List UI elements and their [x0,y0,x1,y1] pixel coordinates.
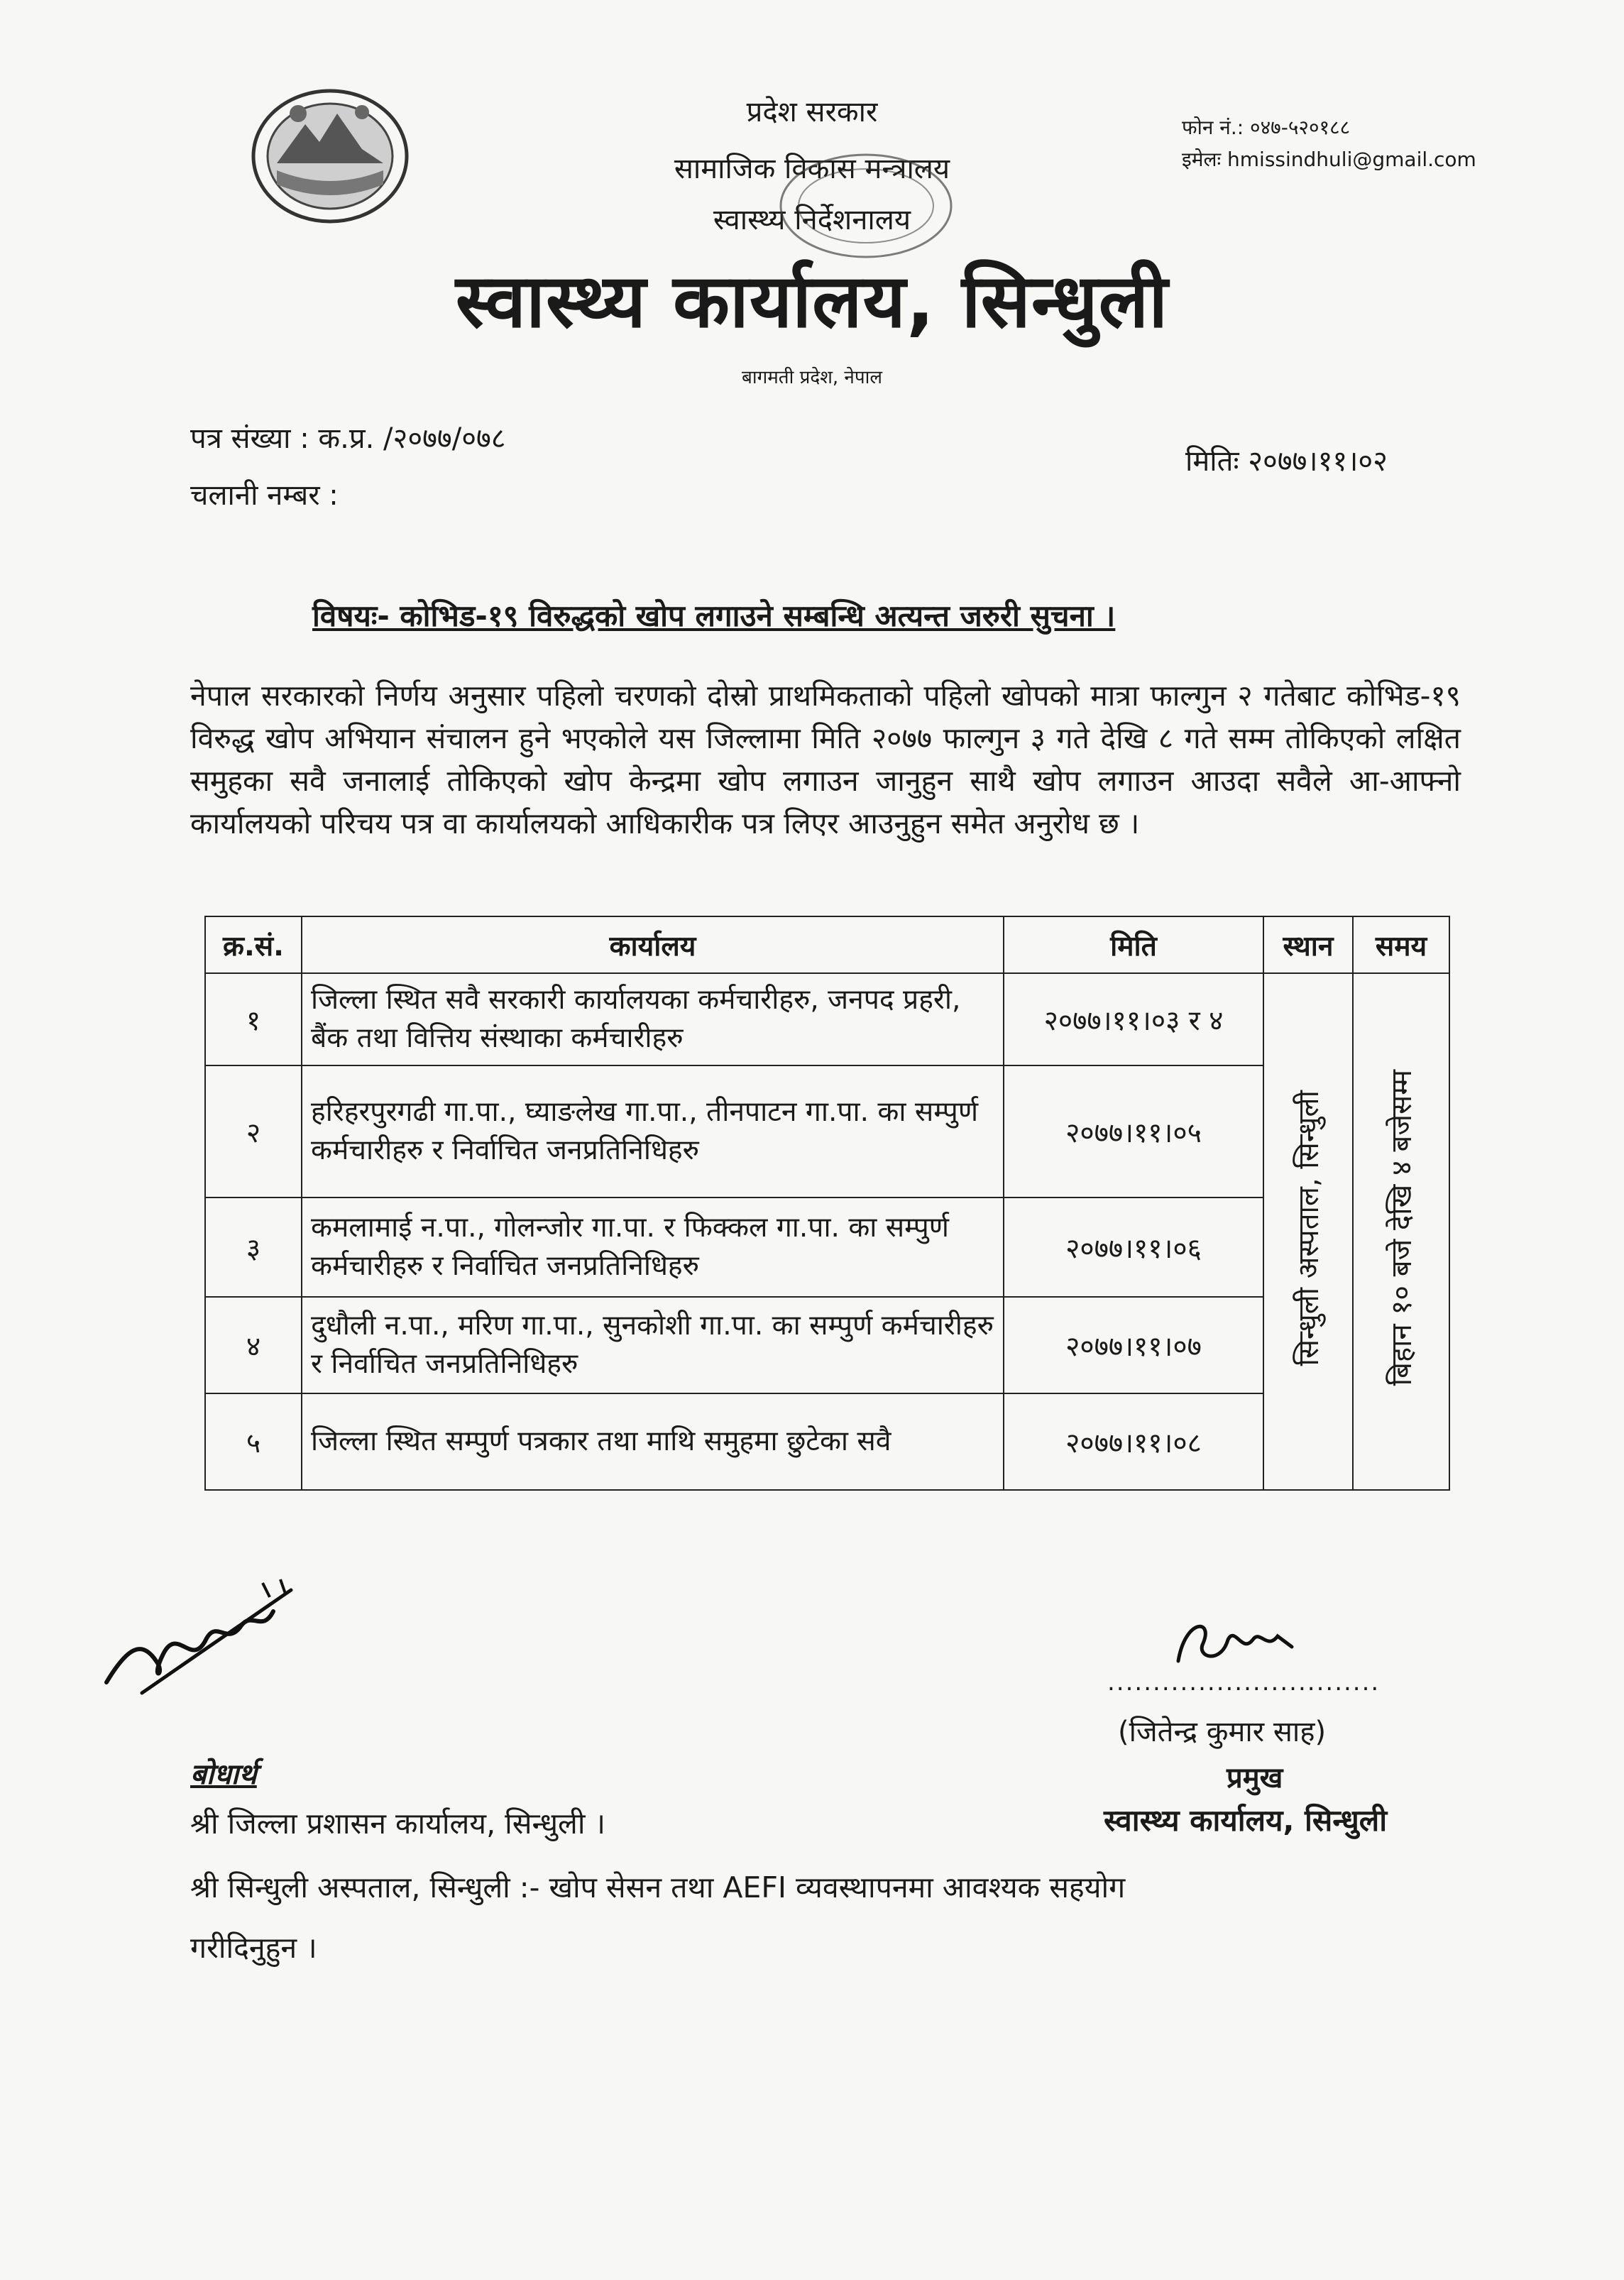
info-heading: बोधार्थ [190,1758,257,1791]
email-address: इमेलः hmissindhuli@gmail.com [1182,148,1476,171]
table-row [205,1065,1449,1197]
header-sn: क्र.सं. [205,916,302,973]
row-office: कमलामाई न.पा., गोलन्जोर गा.पा. र फिक्कल गा.पा. का सम्पुर्ण कर्मचारीहरु र निर्वाचित जनप्रतिनिधिहरु [302,1197,1004,1297]
office-title: स्वास्थ्य कार्यालय, सिन्धुली [455,258,1169,344]
dispatch-number: चलानी नम्बर : [190,479,339,512]
row-sn: १ [205,973,302,1065]
phone-number: फोन नं.: ०४७-५२०१८८ [1182,116,1351,139]
row-date: २०७७।११।०६ [1004,1197,1263,1297]
gov-line-2: सामाजिक विकास मन्त्रालय [674,153,950,185]
header-time: समय [1353,916,1449,973]
row-date: २०७७।११।०७ [1004,1297,1263,1393]
signer-name: (जितेन्द्र कुमार साह) [1118,1716,1327,1748]
letter-date: मितिः २०७७।११।०२ [1185,445,1388,478]
row-office: जिल्ला स्थित सवै सरकारी कार्यालयका कर्मचारीहरु, जनपद प्रहरी, बैंक तथा वित्तिय संस्थाका कर्मचारीहरु [302,973,1004,1065]
row-office: दुधौली न.पा., मरिण गा.पा., सुनकोशी गा.पा. का सम्पुर्ण कर्मचारीहरु र निर्वाचित जनप्रतिनिधिहरु [302,1297,1004,1393]
gov-line-3: स्वास्थ्य निर्देशनालय [713,204,911,236]
letter-body: नेपाल सरकारको निर्णय अनुसार पहिलो चरणको दोस्रो प्राथमिकताको पहिलो खोपको मात्रा फाल्गुन २ गतेबाट कोभिड-१९ विरुद्ध खोप अभियान संचालन हुने भएकोले यस जिल्लामा मिति २०७७ फाल्गुन ३ गते देखि ८ गते सम्म तोकिएको लक्षित समुहका सवै जनालाई तोकिएको खोप केन्द्रमा खोप लगाउन जानुहुन साथै खोप लगाउन आउदा सवैले आ-आफ्नो कार्यालयको परिचय पत्र वा कार्यालयको आधिकारीक पत्र लिएर आउनुहुन समेत अनुरोध छ । [190,679,1461,840]
row-date: २०७७।११।०५ [1004,1065,1263,1197]
handwritten-signature-left-icon [99,1562,305,1704]
gov-line-1: प्रदेश सरकार [746,96,878,128]
signer-office: स्वास्थ्य कार्यालय, सिन्धुली [1104,1803,1388,1838]
row-office: जिल्ला स्थित सम्पुर्ण पत्रकार तथा माथि समुहमा छुटेका सवै [302,1393,1004,1490]
table-header-row [205,916,1449,973]
place-text: सिन्धुली अस्पताल, सिन्धुली [1292,1090,1325,1366]
signer-post: प्रमुख [1227,1762,1283,1794]
header-place: स्थान [1263,916,1353,973]
row-date: २०७७।११।०३ र ४ [1004,973,1263,1065]
letter-subject: विषयः- कोभिड-१९ विरुद्धको खोप लगाउने सम्बन्धि अत्यन्त जरुरी सुचना । [312,598,1116,633]
info-line-3: गरीदिनुहुन । [190,1931,317,1965]
letter-number: पत्र संख्या : क.प्र. /२०७७/०७८ [190,422,506,455]
info-line-2: श्री सिन्धुली अस्पताल, सिन्धुली :- खोप सेसन तथा AEFI व्यवस्थापनमा आवश्यक सहयोग [190,1870,1126,1904]
office-subtitle: बागमती प्रदेश, नेपाल [742,367,882,388]
time-text: बिहान १० बजे देखि ४ बजेसम्म [1385,1070,1418,1386]
table-row [205,1297,1449,1393]
table-row [205,1393,1449,1490]
place-cell [1263,973,1353,1490]
header-date: मिति [1004,916,1263,973]
table-row [205,1197,1449,1297]
vaccination-schedule-table [204,916,1450,1491]
row-office: हरिहरपुरगढी गा.पा., घ्याङलेख गा.पा., तीनपाटन गा.पा. का सम्पुर्ण कर्मचारीहरु र निर्वाचित जनप्रतिनिधिहरु [302,1065,1004,1197]
time-cell [1353,973,1449,1490]
handwritten-signature-right-icon [1171,1611,1299,1675]
row-sn: २ [205,1065,302,1197]
row-sn: ५ [205,1393,302,1490]
row-sn: ३ [205,1197,302,1297]
row-date: २०७७।११।०८ [1004,1393,1263,1490]
table-row [205,973,1449,1065]
header-office: कार्यालय [302,916,1004,973]
signature-line: .............................. [1107,1668,1381,1697]
info-line-1: श्री जिल्ला प्रशासन कार्यालय, सिन्धुली । [190,1807,606,1841]
row-sn: ४ [205,1297,302,1393]
